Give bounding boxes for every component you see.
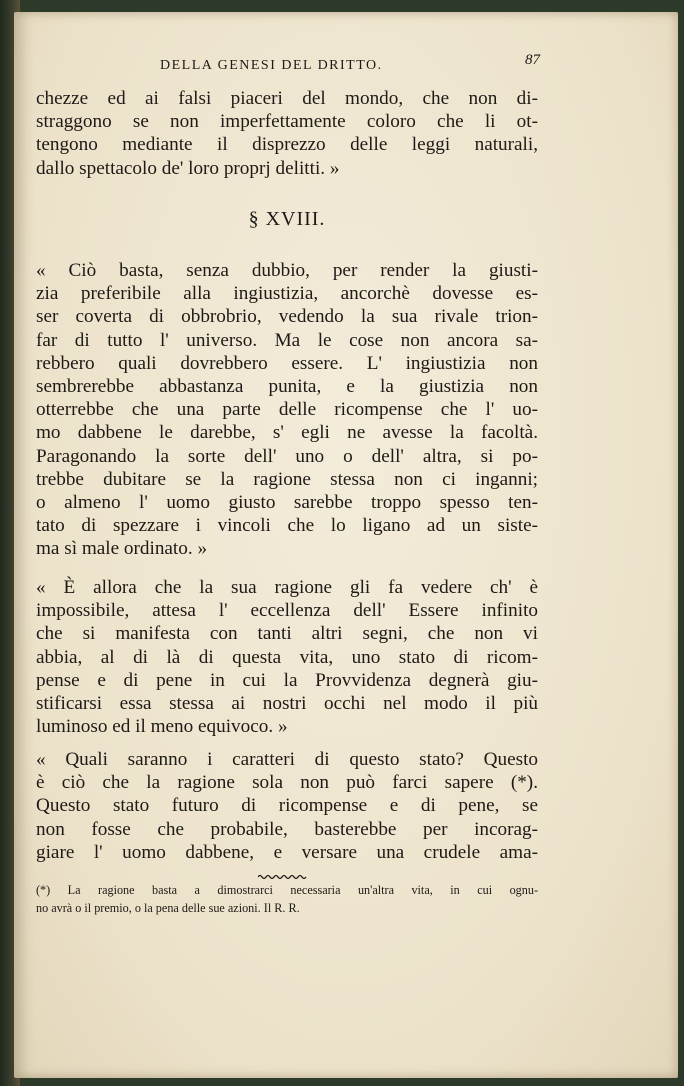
text-line: dallo spettacolo de' loro proprj delitti. » [36,157,340,179]
text-line: « Ciò basta, senza dubbio, per render la giusti- [36,260,538,281]
footnote-line: (*) La ragione basta a dimostrarci necessaria un'altra vita, in cui ognu- [36,883,538,897]
text-line: giare l' uomo dabbene, e versare una crudele ama- [36,841,538,863]
text-line: non fosse che probabile, basterebbe per incorag- [36,818,538,840]
text-line: far di tutto l' universo. Ma le cose non ancora sa- [36,329,538,351]
text-line: « Quali saranno i caratteri di questo stato? Questo [36,749,538,770]
text-line: che si manifesta con tanti altri segni, che non vi [36,623,538,645]
text-line: zia preferibile alla ingiustizia, ancorchè dovesse es- [36,283,538,305]
text-line: ser coverta di obbrobrio, vedendo la sua rivale trion- [36,306,538,328]
text-line: luminoso ed il meno equivoco. » [36,716,288,738]
footnote [36,881,538,917]
text-line: abbia, al di là di questa vita, uno stato di ricom- [36,646,538,668]
text-line: trebbe dubitare se la ragione stessa non ci inganni; [36,468,538,490]
text-line: « È allora che la sua ragione gli fa vedere ch' è [36,577,538,598]
text-line: stificarsi essa stessa ai nostri occhi nel modo il più [36,693,538,715]
paragraph-1 [36,259,538,561]
text-line: Paragonando la sorte dell' uno o dell' altra, si po- [36,445,538,467]
page-number: 87 [525,52,540,68]
text-line: chezze ed ai falsi piaceri del mondo, che non di- [36,88,538,109]
footnote-line: no avrà o il premio, o la pena delle sue azioni. Il R. R. [36,901,300,915]
text-line: tato di spezzare i vincoli che lo ligano ad un siste- [36,515,538,537]
text-line: rebbero quali dovrebbero essere. L' ingiustizia non [36,352,538,374]
text-line: ma sì male ordinato. » [36,538,208,560]
text-line: sembrerebbe abbastanza punita, e la giustizia non [36,376,538,398]
text-line: otterrebbe che una parte delle ricompense che l' uo- [36,399,538,421]
paragraph-continuation [36,87,538,180]
text-line: pense e di pene in cui la Provvidenza degnerà giu- [36,669,538,691]
running-title: DELLA GENESI DEL DRITTO. [160,58,383,73]
section-heading: § XVIII. [248,208,326,230]
running-header [160,52,540,80]
paragraph-2 [36,576,538,738]
text-line: è ciò che la ragione sola non può farci sapere (*). [36,772,538,794]
footnote-divider [258,874,308,880]
text-line: mo dabbene le darebbe, s' egli ne avesse la facoltà. [36,422,538,444]
text-line: tengono mediante il disprezzo delle leggi naturali, [36,134,538,156]
text-line: impossibile, attesa l' eccellenza dell' Essere infinito [36,600,538,622]
text-line: straggono se non imperfettamente coloro che li ot- [36,111,538,133]
text-line: o almeno l' uomo giusto sarebbe troppo spesso ten- [36,492,538,514]
paragraph-3 [36,748,538,864]
text-line: Questo stato futuro di ricompense e di pene, se [36,795,538,817]
